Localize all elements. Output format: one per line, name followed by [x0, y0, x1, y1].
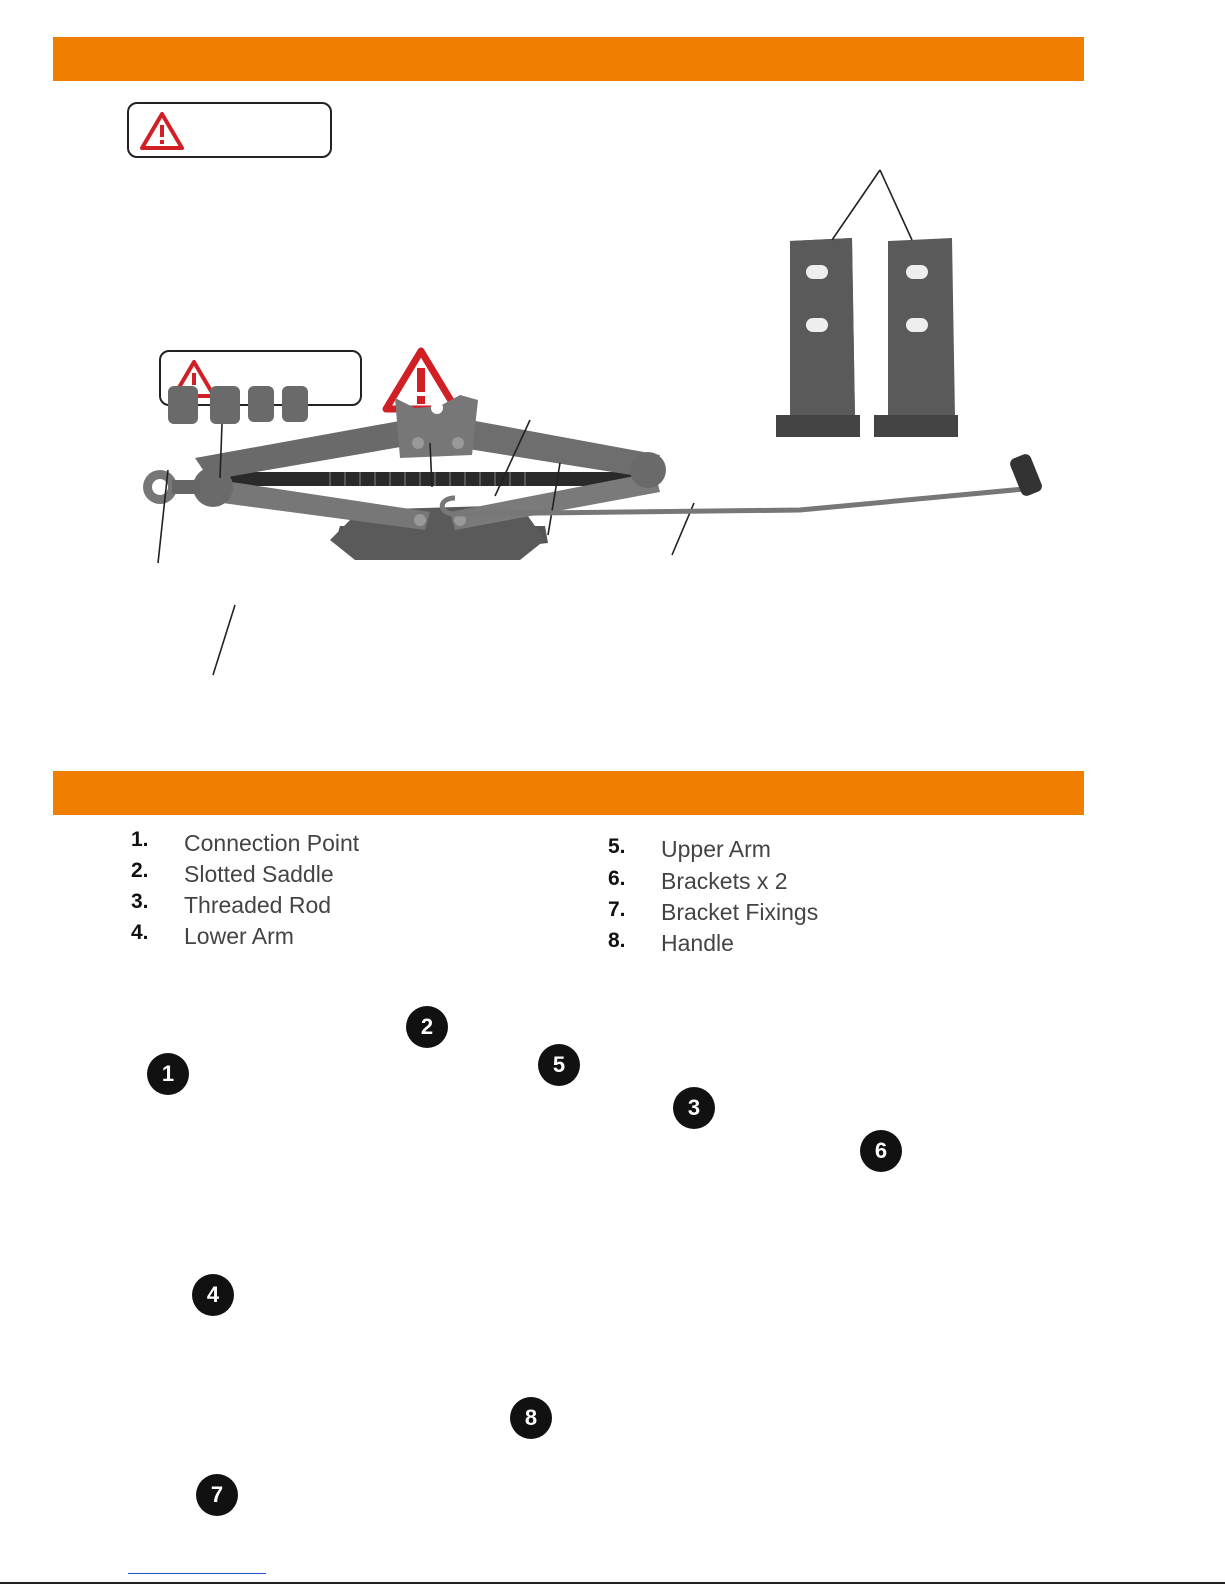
scissor-jack-illustration — [143, 395, 694, 675]
part-label: Upper Arm — [661, 836, 771, 862]
callout-2: 2 — [406, 1006, 448, 1048]
callout-4: 4 — [192, 1274, 234, 1316]
part-label: Bracket Fixings — [661, 899, 819, 925]
part-label: Lower Arm — [184, 923, 294, 949]
part-label: Brackets x 2 — [661, 868, 788, 894]
footer-divider — [0, 1582, 1225, 1584]
callout-1: 1 — [147, 1053, 189, 1095]
part-label: Threaded Rod — [184, 892, 332, 918]
footer-link-underline[interactable] — [128, 1573, 266, 1574]
callout-6: 6 — [860, 1130, 902, 1172]
brackets-illustration — [776, 170, 958, 437]
callout-3: 3 — [673, 1087, 715, 1129]
callout-8: 8 — [510, 1397, 552, 1439]
callout-7: 7 — [196, 1474, 238, 1516]
part-label: Handle — [661, 930, 734, 956]
callout-5: 5 — [538, 1044, 580, 1086]
part-label: Slotted Saddle — [184, 861, 334, 887]
part-label: Connection Point — [184, 830, 360, 856]
